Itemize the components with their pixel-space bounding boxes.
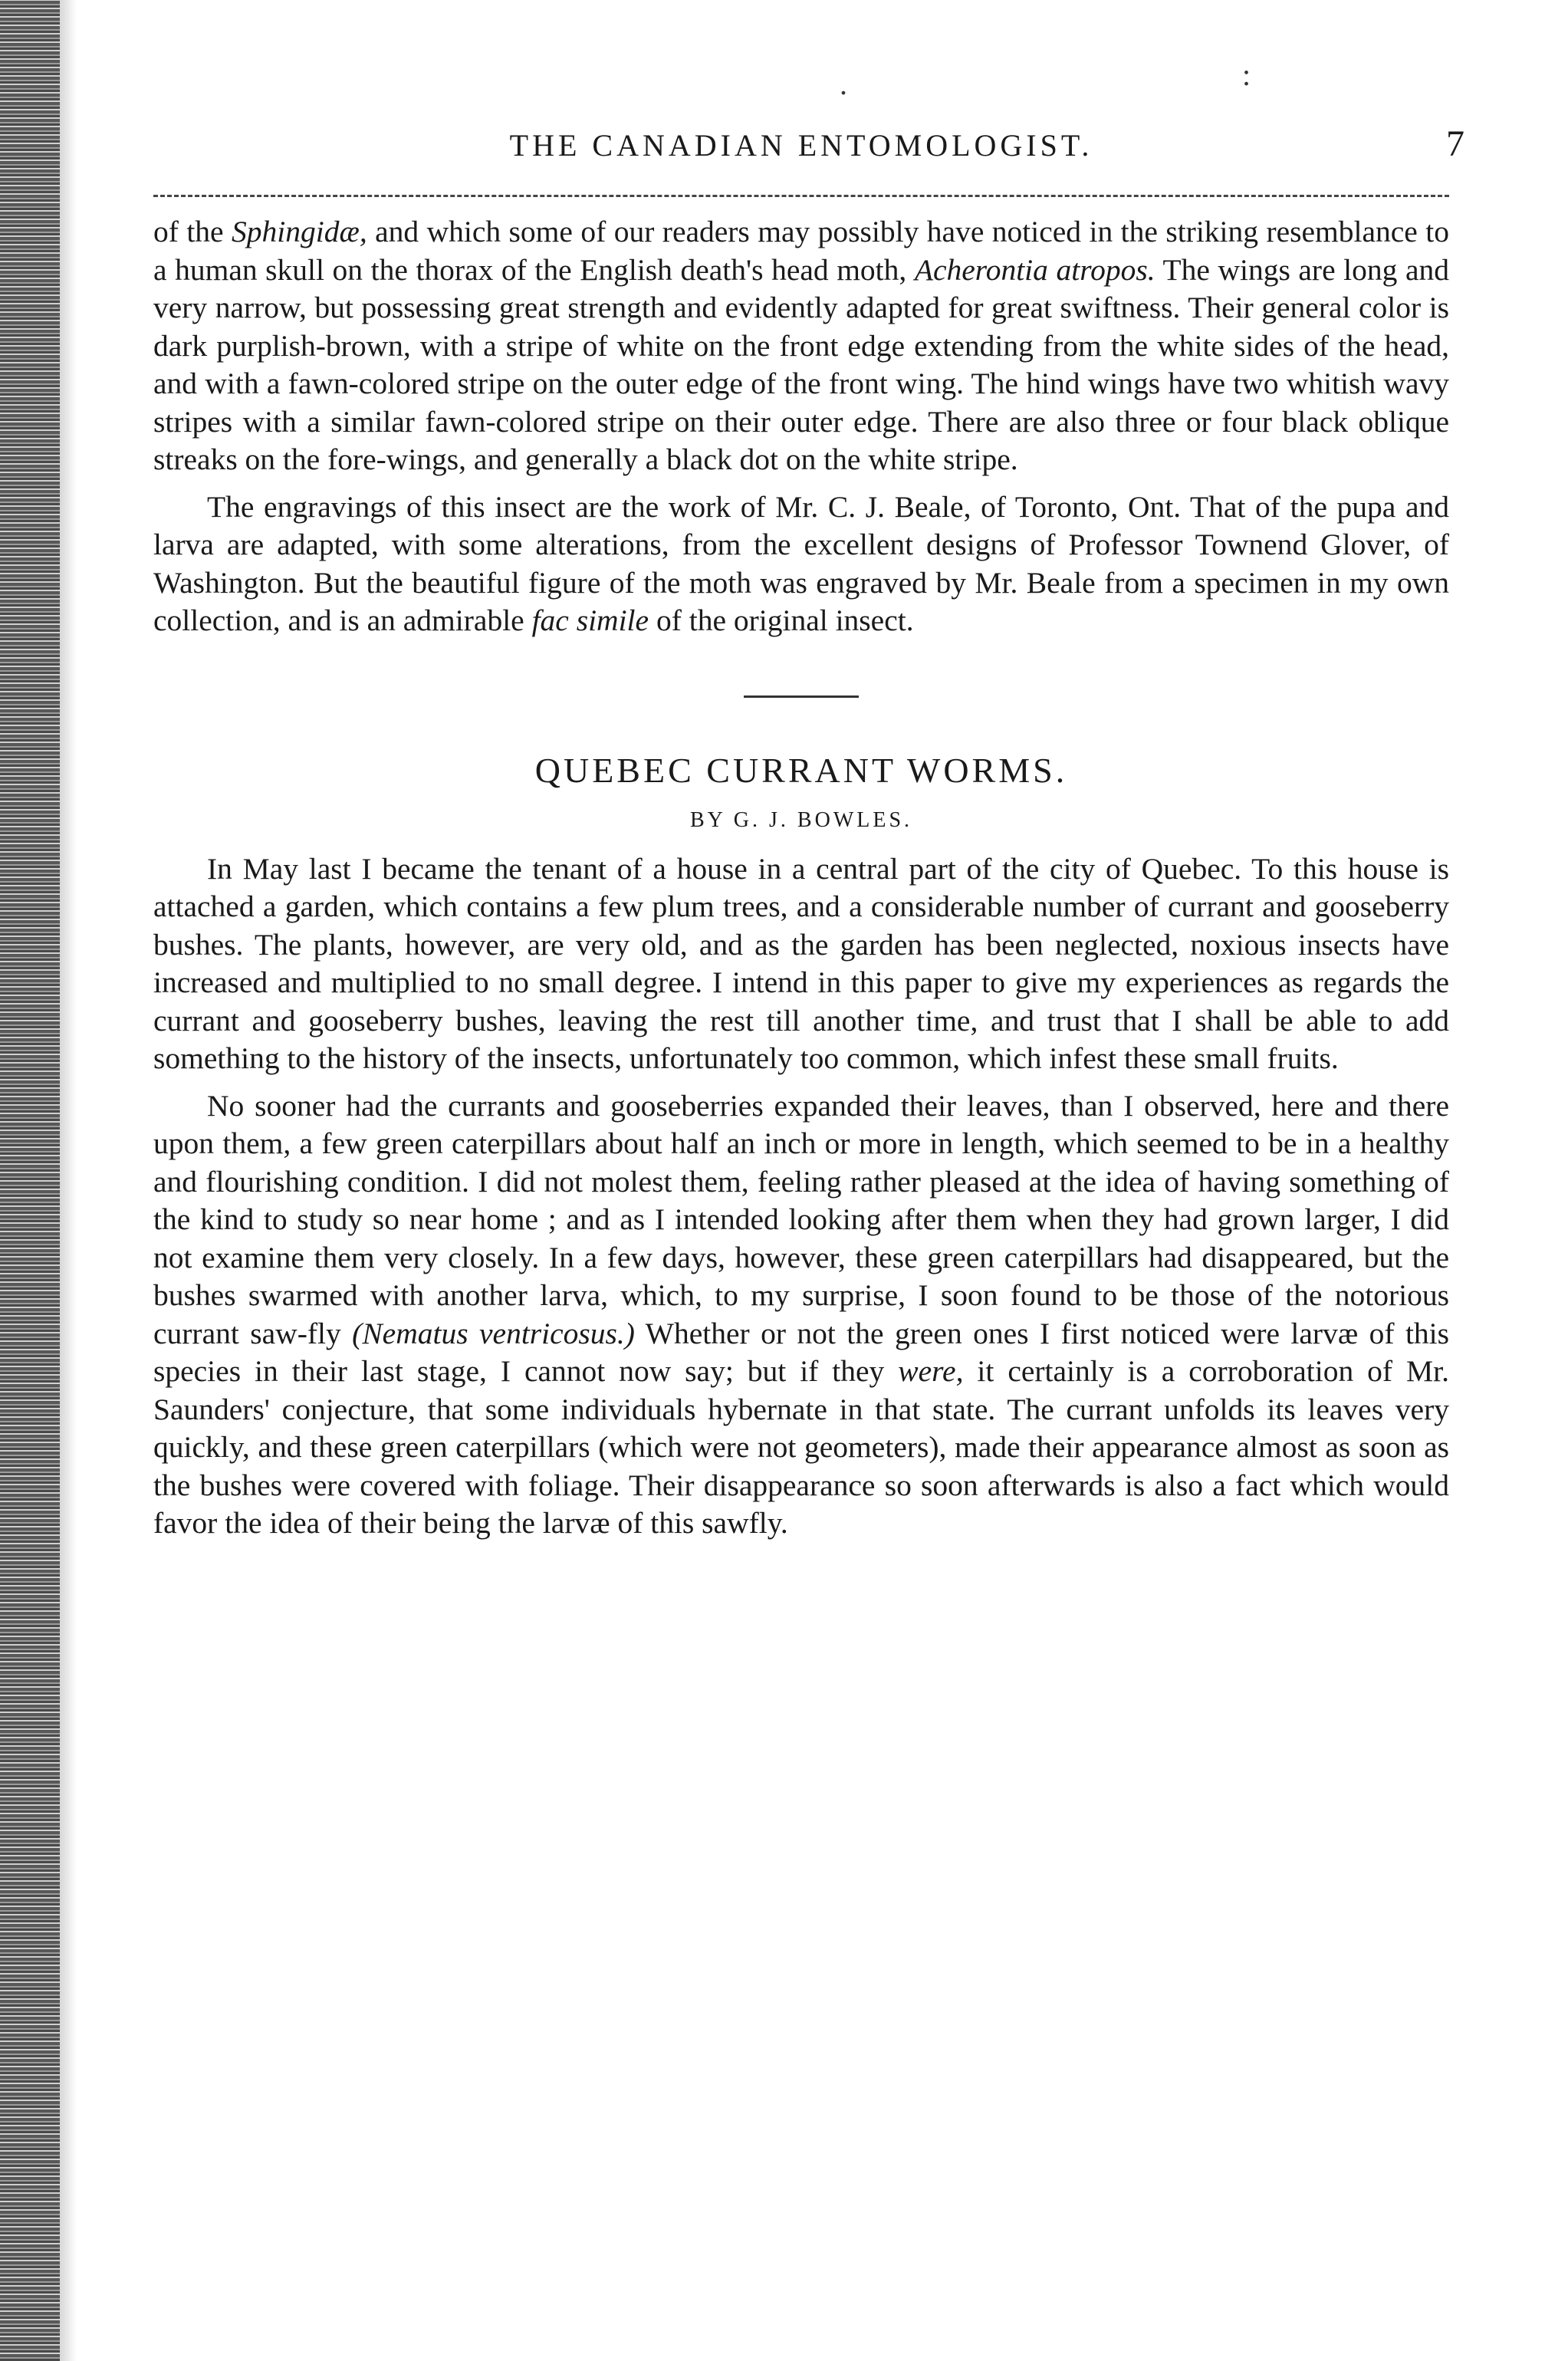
italic-term: were,	[898, 1354, 964, 1388]
running-title: THE CANADIAN ENTOMOLOGIST.	[509, 128, 1093, 163]
article-byline: BY G. J. BOWLES.	[689, 808, 913, 832]
page-header	[153, 92, 1464, 176]
paragraph-text: No sooner had the currants and gooseberries expanded their leaves, than I observed, here and there upon them, a few green caterpillars about half an inch or more in length, which seemed to be in a healthy and flourishing condition. I did not molest them, feeling rather pleased at the idea of having something of the kind to study so near home ; and as I intended looking after them when they had grown larger, I did not examine them very closely. In a few days, however, these green caterpillars had disappeared, but the bushes swarmed with another larva, which, to my surprise, I soon found to be those of the notorious currant saw-fly	[153, 1088, 1449, 1350]
italic-term: (Nematus ventricosus.)	[352, 1316, 635, 1350]
paragraph-text: The engravings of this insect are the work of Mr. C. J. Beale, of Toronto, Ont. That of the pupa and larva are adapted, with some alterations, from the excellent designs of Professor Townend Glover, of Washington. But the beautiful figure of the moth was engraved by Mr. Beale from a specimen in my own collection, and is an admirable	[153, 489, 1449, 637]
paragraph-text: and which some of our readers may possibly have noticed in the striking resemblance to a human skull on the thorax of the English death's head moth,	[153, 215, 1449, 287]
paragraph-text: The wings are long and very narrow, but possessing great strength and evidently adapted for great swiftness. Their general color is dark purplish-brown, with a stripe of white on the front edge extending from the white sides of the head, and with a fawn-colored stripe on the outer edge of the front wing. The hind wings have two whitish wavy stripes with a similar fawn-colored stripe on their outer edge. There are also three or four black oblique streaks on the fore-wings, and generally a black dot on the white stripe.	[153, 252, 1449, 476]
paragraph-text: it certainly is a corroboration of Mr. Saunders' conjecture, that some individuals hybernate in that state. The currant unfolds its leaves very quickly, and these green caterpillars (which were not geometers), made their appearance almost as soon as the bushes were covered with foliage. Their disappearance so soon afterwards is also a fact which would favor the idea of their being the larvæ of this sawfly.	[153, 1354, 1449, 1540]
page	[153, 92, 1464, 1540]
page-binding-edge	[0, 0, 60, 2361]
page-body	[153, 213, 1449, 1543]
header-rule	[153, 195, 1449, 197]
paragraph-text: of the	[153, 215, 232, 248]
page-number: 7	[1446, 123, 1464, 164]
article-title: QUEBEC CURRANT WORMS.	[534, 750, 1068, 790]
stray-mark-dot: .	[840, 67, 847, 101]
paragraph-text: of the original insect.	[649, 603, 914, 637]
stray-mark-colon: :	[1242, 58, 1251, 92]
italic-term: Sphingidæ,	[232, 215, 367, 248]
section-divider	[744, 695, 859, 698]
article-paragraph: In May last I became the tenant of a house in a central part of the city of Quebec. To this house is attached a garden, which contains a few plum trees, and a considerable number of currant and gooseberry bushes. The plants, however, are very old, and as the garden has been neglected, noxious insects have increased and multiplied to no small degree. I intend in this paper to give my experiences as regards the currant and gooseberry bushes, leaving the rest till another time, and trust that I shall be able to add something to the history of the insects, unfortunately too common, which infest these small fruits.	[153, 851, 1449, 1075]
continued-paragraph	[153, 213, 1449, 479]
italic-term: fac simile	[531, 603, 649, 637]
italic-term: Acherontia atropos.	[914, 252, 1155, 287]
engravings-paragraph	[153, 488, 1449, 640]
article-paragraph	[153, 1087, 1449, 1543]
paragraph-text: Whether or not the green ones I first noticed were larvæ of this species in their last stage, I cannot now say; but if they	[153, 1316, 1450, 1388]
